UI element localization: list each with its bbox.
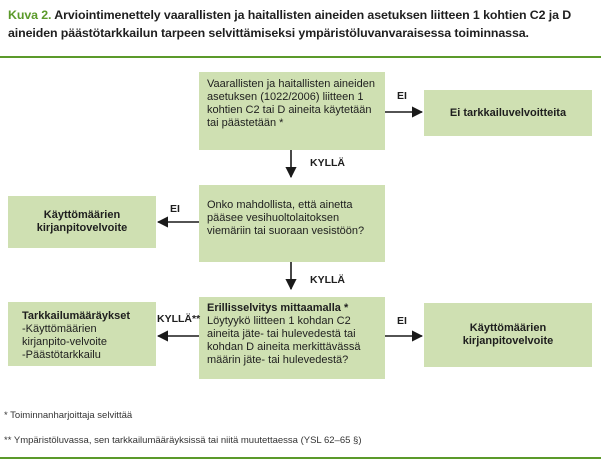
figure-caption: Arviointimenettely vaarallisten ja haitallisten aineiden asetuksen liitteen 1 kohtien C2 ja D aineiden päästötarkkailun tarpeen selvittämiseksi ympäristöluvanvaraisessa toiminnassa. — [8, 8, 572, 40]
measurement-title: Erillisselvitys mittaamalla * — [207, 302, 349, 314]
measurement-question-text: Löytyykö liitteen 1 kohdan C2 aineita jäte- tai hulevedestä tai kohdan D aineita merkittävässä määrin jäte- tai hulevedestä? — [207, 315, 361, 366]
label-kylla-3: KYLLÄ** — [157, 313, 201, 325]
monitoring-item-bookkeeping: -Käyttömäärien kirjanpito-velvoite — [22, 323, 107, 348]
result-box-bookkeeping-right — [424, 303, 592, 367]
question-box-substances-used — [199, 72, 385, 150]
footnote-1: * Toiminnanharjoittaja selvittää — [4, 410, 133, 421]
figure-number: Kuva 2. — [8, 8, 52, 22]
question-discharge-text: Onko mahdollista, että ainetta pääsee vesihuoltolaitoksen viemäriin tai suoraan vesistöön? — [207, 199, 365, 237]
question-box-measurement — [199, 297, 385, 379]
bottom-divider — [0, 457, 601, 459]
no-monitoring-text: Ei tarkkailuvelvoitteita — [449, 106, 567, 119]
result-box-bookkeeping-left — [8, 196, 156, 248]
bookkeeping-left-text: Käyttömäärien kirjanpitovelvoite — [36, 209, 128, 234]
label-kylla-1: KYLLÄ — [310, 157, 345, 169]
bookkeeping-right-text: Käyttömäärien kirjanpitovelvoite — [462, 322, 554, 347]
question-box-discharge-possible — [199, 185, 385, 262]
monitoring-orders-title: Tarkkailumääräykset — [22, 310, 131, 322]
footnote-2: ** Ympäristöluvassa, sen tarkkailumääräyksissä tai niitä muutettaessa (YSL 62–65 §) — [4, 435, 362, 446]
question-substances-used-text: Vaarallisten ja haitallisten aineiden asetuksen (1022/2006) liitteen 1 kohtien C2 tai D aineita käytetään tai päästetään * — [207, 78, 375, 129]
label-kylla-2: KYLLÄ — [310, 274, 345, 286]
label-ei-2: EI — [170, 203, 180, 215]
label-ei-1: EI — [397, 90, 407, 102]
monitoring-item-emission: -Päästötarkkailu — [22, 349, 101, 361]
label-ei-3: EI — [397, 315, 407, 327]
result-box-no-monitoring — [424, 90, 592, 136]
result-box-monitoring-orders — [8, 302, 156, 366]
